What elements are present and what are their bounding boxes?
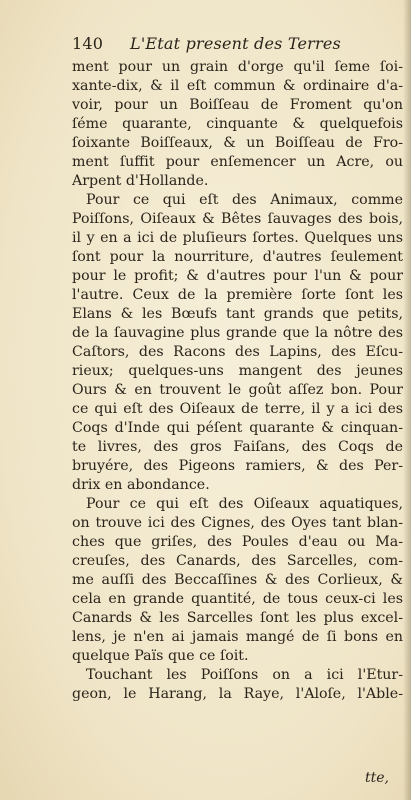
text-line: lens, je n'en ai jamais mangé de ſi bons en [72, 629, 403, 645]
text-line: me auſſi des Beccaſſines & des Corlieux, & [72, 572, 403, 588]
text-line: Pour ce qui eſt des Oiſeaux aquatiques, [86, 496, 403, 512]
text-line: Poiſſons, Oiſeaux & Bêtes ſauvages des bois, [72, 211, 403, 227]
text-line: ſoixante Boiſſeaux, & un Boiſſeau de Fro- [72, 135, 403, 151]
text-line: drix en abondance. [72, 477, 210, 493]
text-line: creuſes, des Canards, des Sarcelles, com- [72, 553, 403, 569]
text-line: voir, pour un Boiſſeau de Froment qu'on [72, 97, 403, 113]
body-text [72, 58, 403, 704]
text-line: te livres, des gros Faiſans, des Coqs de [72, 439, 403, 455]
catchword: tte, [365, 770, 389, 786]
text-line: ſéme quarante, cinquante & quelquefois [72, 116, 403, 132]
text-line: ment pour un grain d'orge qu'il ſeme ſoi- [72, 59, 403, 75]
text-line: pour le profit; & d'autres pour l'un & pour [72, 268, 403, 284]
text-line: on trouve ici des Cignes, des Oyes tant blan- [72, 515, 403, 531]
running-head: L'Etat present des Terres [130, 34, 341, 53]
text-line: l'autre. Ceux de la première ſorte ſont les [72, 287, 403, 303]
text-line: Touchant les Poiſſons on a ici l'Etur- [86, 667, 403, 683]
page-header [72, 34, 392, 56]
text-line: de la ſauvagine plus grande que la nôtre des [72, 325, 403, 341]
text-line: cela en grande quantité, de tous ceux-ci les [72, 591, 403, 607]
text-line: Arpent d'Hollande. [72, 173, 209, 189]
text-line: Canards & les Sarcelles ſont les plus excel- [72, 610, 403, 626]
text-line: ches que griſes, des Poules d'eau ou Ma- [72, 534, 403, 550]
text-line: Pour ce qui eſt des Animaux, comme [86, 192, 403, 208]
text-line: xante-dix, & il eſt commun & ordinaire d'a- [72, 78, 403, 94]
page-number: 140 [72, 34, 104, 53]
text-line: quelque Païs que ce ſoit. [72, 648, 249, 664]
text-line: Coqs d'Inde qui péſent quarante & cinquan- [72, 420, 403, 436]
text-line: rieux; quelques-uns mangent des jeunes [72, 363, 403, 379]
text-line: geon, le Harang, la Raye, l'Aloſe, l'Able- [72, 686, 403, 702]
text-line: il y en a ici de pluſieurs ſortes. Quelques uns [72, 230, 403, 246]
text-line: ſont pour la nourriture, d'autres ſeulement [72, 249, 403, 265]
text-line: ment ſuffit pour enſemencer un Acre, ou [72, 154, 403, 170]
text-line: ce qui eſt des Oiſeaux de terre, il y a ici des [72, 401, 403, 417]
text-line: bruyére, des Pigeons ramiers, & des Per- [72, 458, 403, 474]
text-line: Caſtors, des Racons des Lapins, des Eſcu- [72, 344, 403, 360]
page-edge-shadow [403, 0, 411, 800]
text-line: Ours & en trouvent le goût aſſez bon. Pour [72, 382, 403, 398]
text-line: Elans & les Bœufs tant grands que petits, [72, 306, 403, 322]
